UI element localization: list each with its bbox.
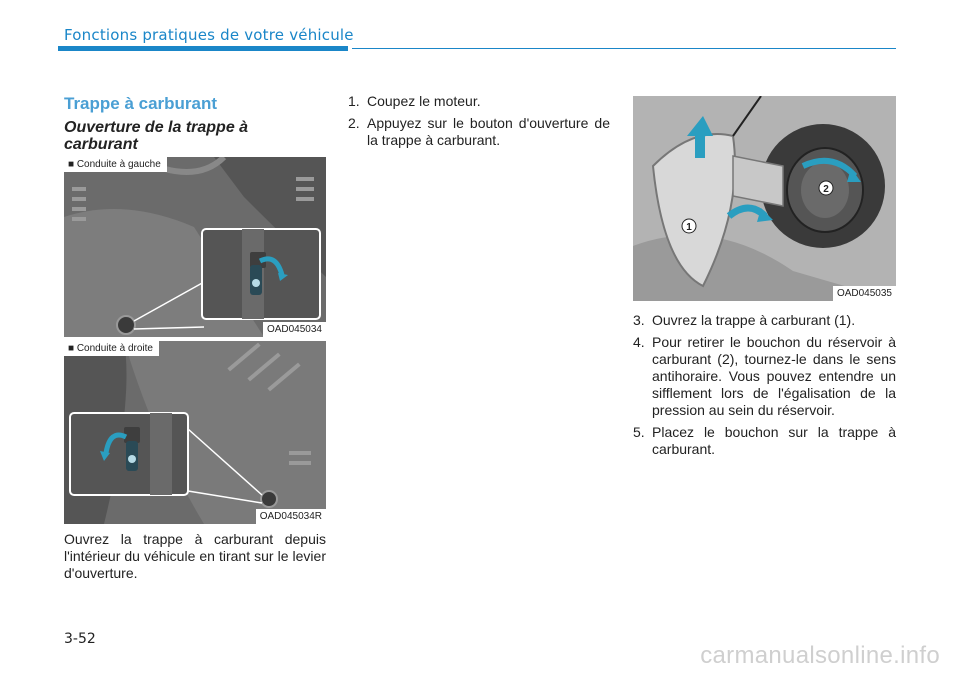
step-text: Placez le bouchon sur la trappe à carburant.	[652, 424, 896, 457]
step-text: Ouvrez la trappe à carburant (1).	[652, 312, 856, 328]
step-text: Pour retirer le bouchon du réservoir à carburant (2), tournez-le dans le sens antihoraire. Vous pouvez entendre un sifflement lors de l'égalisation de la pression au sein du réservoir.	[652, 334, 896, 418]
step-number: 4.	[633, 334, 645, 350]
fuel-door-illustration	[633, 96, 896, 301]
figure-code-left-drive: OAD045034	[263, 322, 326, 337]
step-text: Appuyez sur le bouton d'ouverture de la trappe à carburant.	[367, 115, 610, 148]
step-number: 2.	[348, 115, 360, 131]
steps-list-second	[633, 312, 896, 463]
figure-code-fuel-door: OAD045035	[833, 286, 896, 301]
step-number: 5.	[633, 424, 645, 440]
header-rule	[352, 48, 896, 49]
page-number: 3-52	[64, 631, 96, 647]
step-item	[633, 424, 896, 458]
figure-fuel-door	[633, 96, 896, 301]
watermark: carmanualsonline.info	[700, 642, 940, 669]
figure-code-right-drive: OAD045034R	[256, 509, 326, 524]
steps-list-first	[348, 93, 610, 154]
step-item	[633, 334, 896, 419]
callout-1: 1	[686, 222, 692, 233]
step-number: 3.	[633, 312, 645, 328]
section-title: Trappe à carburant	[64, 94, 218, 113]
right-drive-illustration	[64, 341, 326, 524]
step-number: 1.	[348, 93, 360, 109]
step-text: Coupez le moteur.	[367, 93, 481, 109]
callout-2: 2	[823, 184, 829, 195]
step-item	[348, 93, 610, 110]
step-item	[633, 312, 896, 329]
header-bar-accent	[58, 46, 348, 51]
left-drive-illustration	[64, 157, 326, 337]
header-title: Fonctions pratiques de votre véhicule	[64, 26, 354, 44]
subsection-title: Ouverture de la trappe à carburant	[64, 119, 249, 153]
figure-right-drive	[64, 341, 326, 524]
step-item	[348, 115, 610, 149]
figure-tag-right-drive: ■ Conduite à droite	[64, 341, 159, 356]
intro-paragraph: Ouvrez la trappe à carburant depuis l'intérieur du véhicule en tirant sur le levier d'ouverture.	[64, 531, 326, 581]
figure-left-drive	[64, 157, 326, 337]
figure-tag-left-drive: ■ Conduite à gauche	[64, 157, 167, 172]
